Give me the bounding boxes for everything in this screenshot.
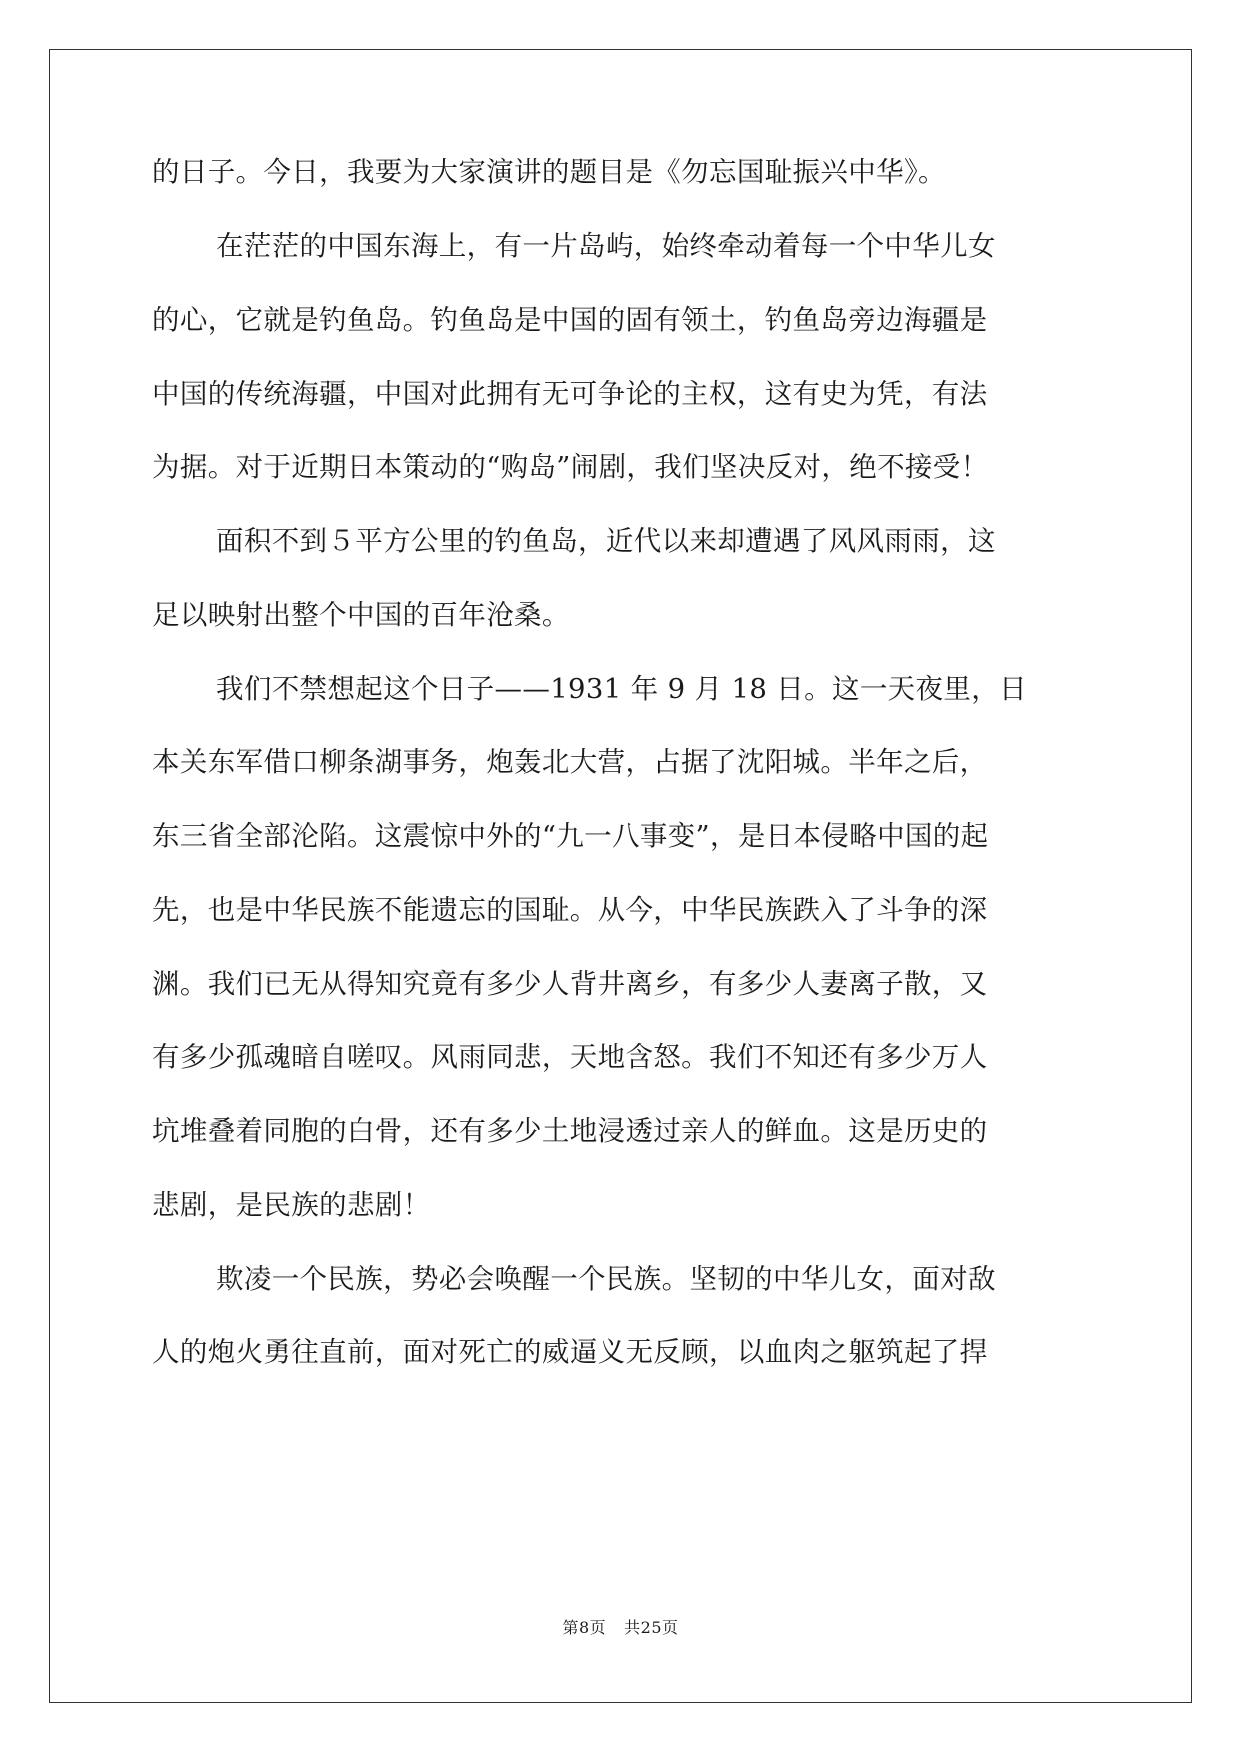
text-line: 本关东军借口柳条湖事务，炮轰北大营，占据了沈阳城。半年之后， [152, 746, 988, 778]
text-line: 中国的传统海疆，中国对此拥有无可争论的主权，这有史为凭，有法 [152, 378, 988, 410]
text-line: 先，也是中华民族不能遗忘的国耻。从今，中华民族跌入了斗争的深 [152, 894, 988, 926]
text-line: 面积不到５平方公里的钓鱼岛，近代以来却遭遇了风风雨雨，这 [216, 525, 996, 557]
text-line: 人的炮火勇往直前，面对死亡的威逼义无反顾，以血肉之躯筑起了捍 [152, 1336, 988, 1368]
text-line: 坑堆叠着同胞的白骨，还有多少土地浸透过亲人的鲜血。这是历史的 [152, 1115, 988, 1147]
text-line: 的日子。今日，我要为大家演讲的题目是《勿忘国耻振兴中华》。 [152, 156, 946, 188]
page-number: 第8页 [562, 1618, 607, 1637]
text-line: 渊。我们已无从得知究竟有多少人背井离乡，有多少人妻离子散，又 [152, 968, 988, 1000]
text-line: 东三省全部沦陷。这震惊中外的“九一八事变”，是日本侵略中国的起 [152, 820, 989, 852]
text-line: 足以映射出整个中国的百年沧桑。 [152, 599, 570, 631]
page-footer [0, 1618, 1241, 1638]
text-line: 为据。对于近期日本策动的“购岛”闹剧，我们坚决反对，绝不接受！ [152, 451, 989, 483]
text-line: 我们不禁想起这个日子——1931 年 9 月 18 日。这一天夜里，日 [216, 673, 1027, 705]
page-total: 共25页 [624, 1618, 679, 1637]
page-border [49, 49, 1192, 1703]
text-line: 有多少孤魂暗自嗟叹。风雨同悲，天地含怒。我们不知还有多少万人 [152, 1041, 988, 1073]
text-line: 的心，它就是钓鱼岛。钓鱼岛是中国的固有领土，钓鱼岛旁边海疆是 [152, 304, 988, 336]
text-line: 在茫茫的中国东海上，有一片岛屿，始终牵动着每一个中华儿女 [216, 230, 996, 262]
text-line: 悲剧，是民族的悲剧！ [152, 1189, 431, 1221]
text-line: 欺凌一个民族，势必会唤醒一个民族。坚韧的中华儿女，面对敌 [216, 1263, 996, 1295]
